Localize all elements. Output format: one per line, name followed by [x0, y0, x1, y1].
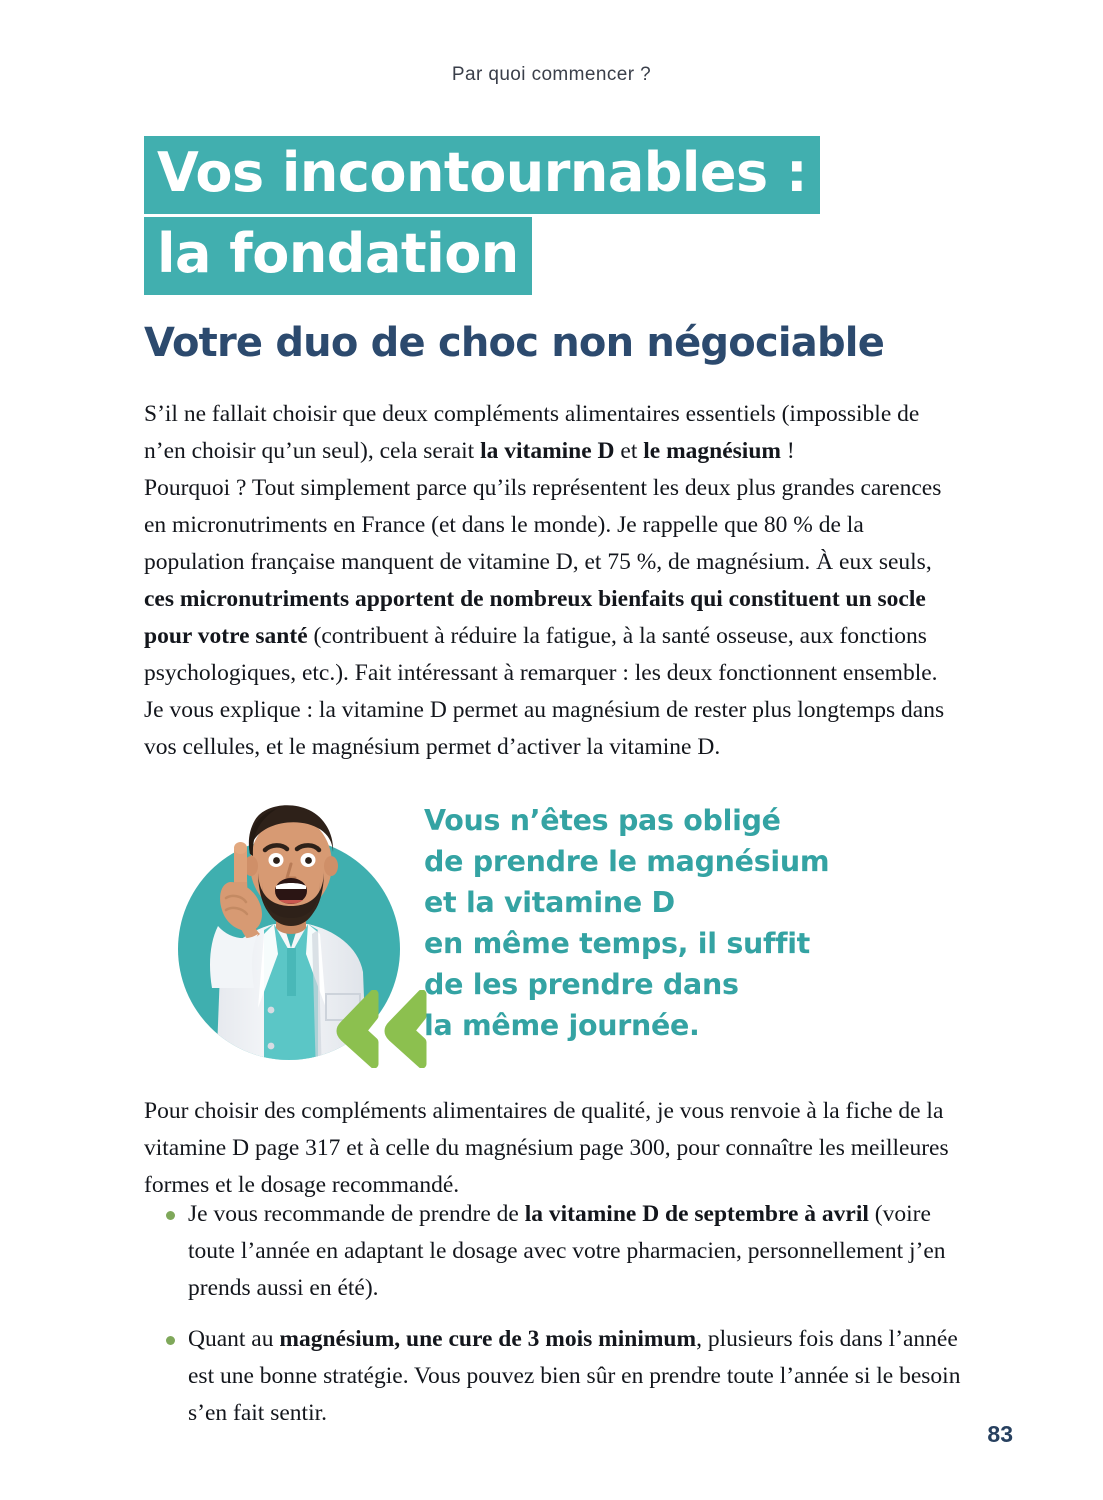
list-item: [144, 1196, 966, 1307]
list-item: [144, 1321, 966, 1432]
pull-quote-line-3: et la vitamine D: [424, 886, 675, 919]
running-head: Par quoi commencer ?: [451, 64, 652, 85]
pull-quote-text: [424, 800, 964, 1046]
chapter-title: [144, 136, 964, 298]
pull-quote-illustration: [158, 758, 428, 1076]
pull-quote-line-6: la même journée.: [424, 1009, 700, 1042]
chapter-title-line-2: la fondation: [144, 217, 532, 295]
pull-quote-line-2: de prendre le magnésium: [424, 845, 830, 878]
pull-quote-band: [144, 758, 964, 1078]
paragraph-choose-quality: Pour choisir des compléments alimentaires de qualité, je vous renvoie à la fiche de la vitamine D page 317 et à celle du magnésium page 300, pour connaître les meilleures formes et le dosage recommandé.: [144, 1098, 949, 1198]
list-item-text: Je vous recommande de prendre de la vitamine D de septembre à avril (voire toute l’année en adaptant le dosage avec votre pharmacien, personnellement j’en prends aussi en été).: [188, 1201, 946, 1301]
bullet-dot-icon: [166, 1336, 175, 1345]
chapter-title-line-1: Vos incontournables :: [144, 136, 820, 214]
page-number: 83: [987, 1421, 1013, 1447]
paragraph-why: Pourquoi ? Tout simplement parce qu’ils représentent les deux plus grandes carences en micronutriments en France (et dans le monde). Je rappelle que 80 % de la population française manquent de vitamine D, et 75 %, de magnésium. À eux seuls, ces micronutriments apportent de nombreux bienfaits qui constituent un socle pour votre santé (contribuent à réduire la fatigue, à la santé osseuse, aux fonctions psychologiques, etc.). Fait intéressant à remarquer : les deux fonctionnent ensemble. Je vous explique : la vitamine D permet au magnésium de rester plus longtemps dans vos cellules, et le magnésium permet d’activer la vitamine D.: [144, 475, 945, 760]
list-item-text: Quant au magnésium, une cure de 3 mois minimum, plusieurs fois dans l’année est une bonne stratégie. Vous pouvez bien sûr en prendre toute l’année si le besoin s’en fait sentir.: [188, 1326, 961, 1426]
pull-quote-line-1: Vous n’êtes pas obligé: [424, 804, 781, 837]
quote-mark-icon: [332, 990, 428, 1068]
pull-quote-line-4: en même temps, il suffit: [424, 927, 810, 960]
recommendation-list: [144, 1196, 966, 1446]
section-heading: Votre duo de choc non négociable: [144, 320, 885, 366]
bullet-dot-icon: [166, 1211, 175, 1220]
paragraph-intro: S’il ne fallait choisir que deux compléments alimentaires essentiels (impossible de n’en choisir qu’un seul), cela serait la vitamine D et le magnésium !: [144, 401, 920, 464]
pull-quote-line-5: de les prendre dans: [424, 968, 739, 1001]
